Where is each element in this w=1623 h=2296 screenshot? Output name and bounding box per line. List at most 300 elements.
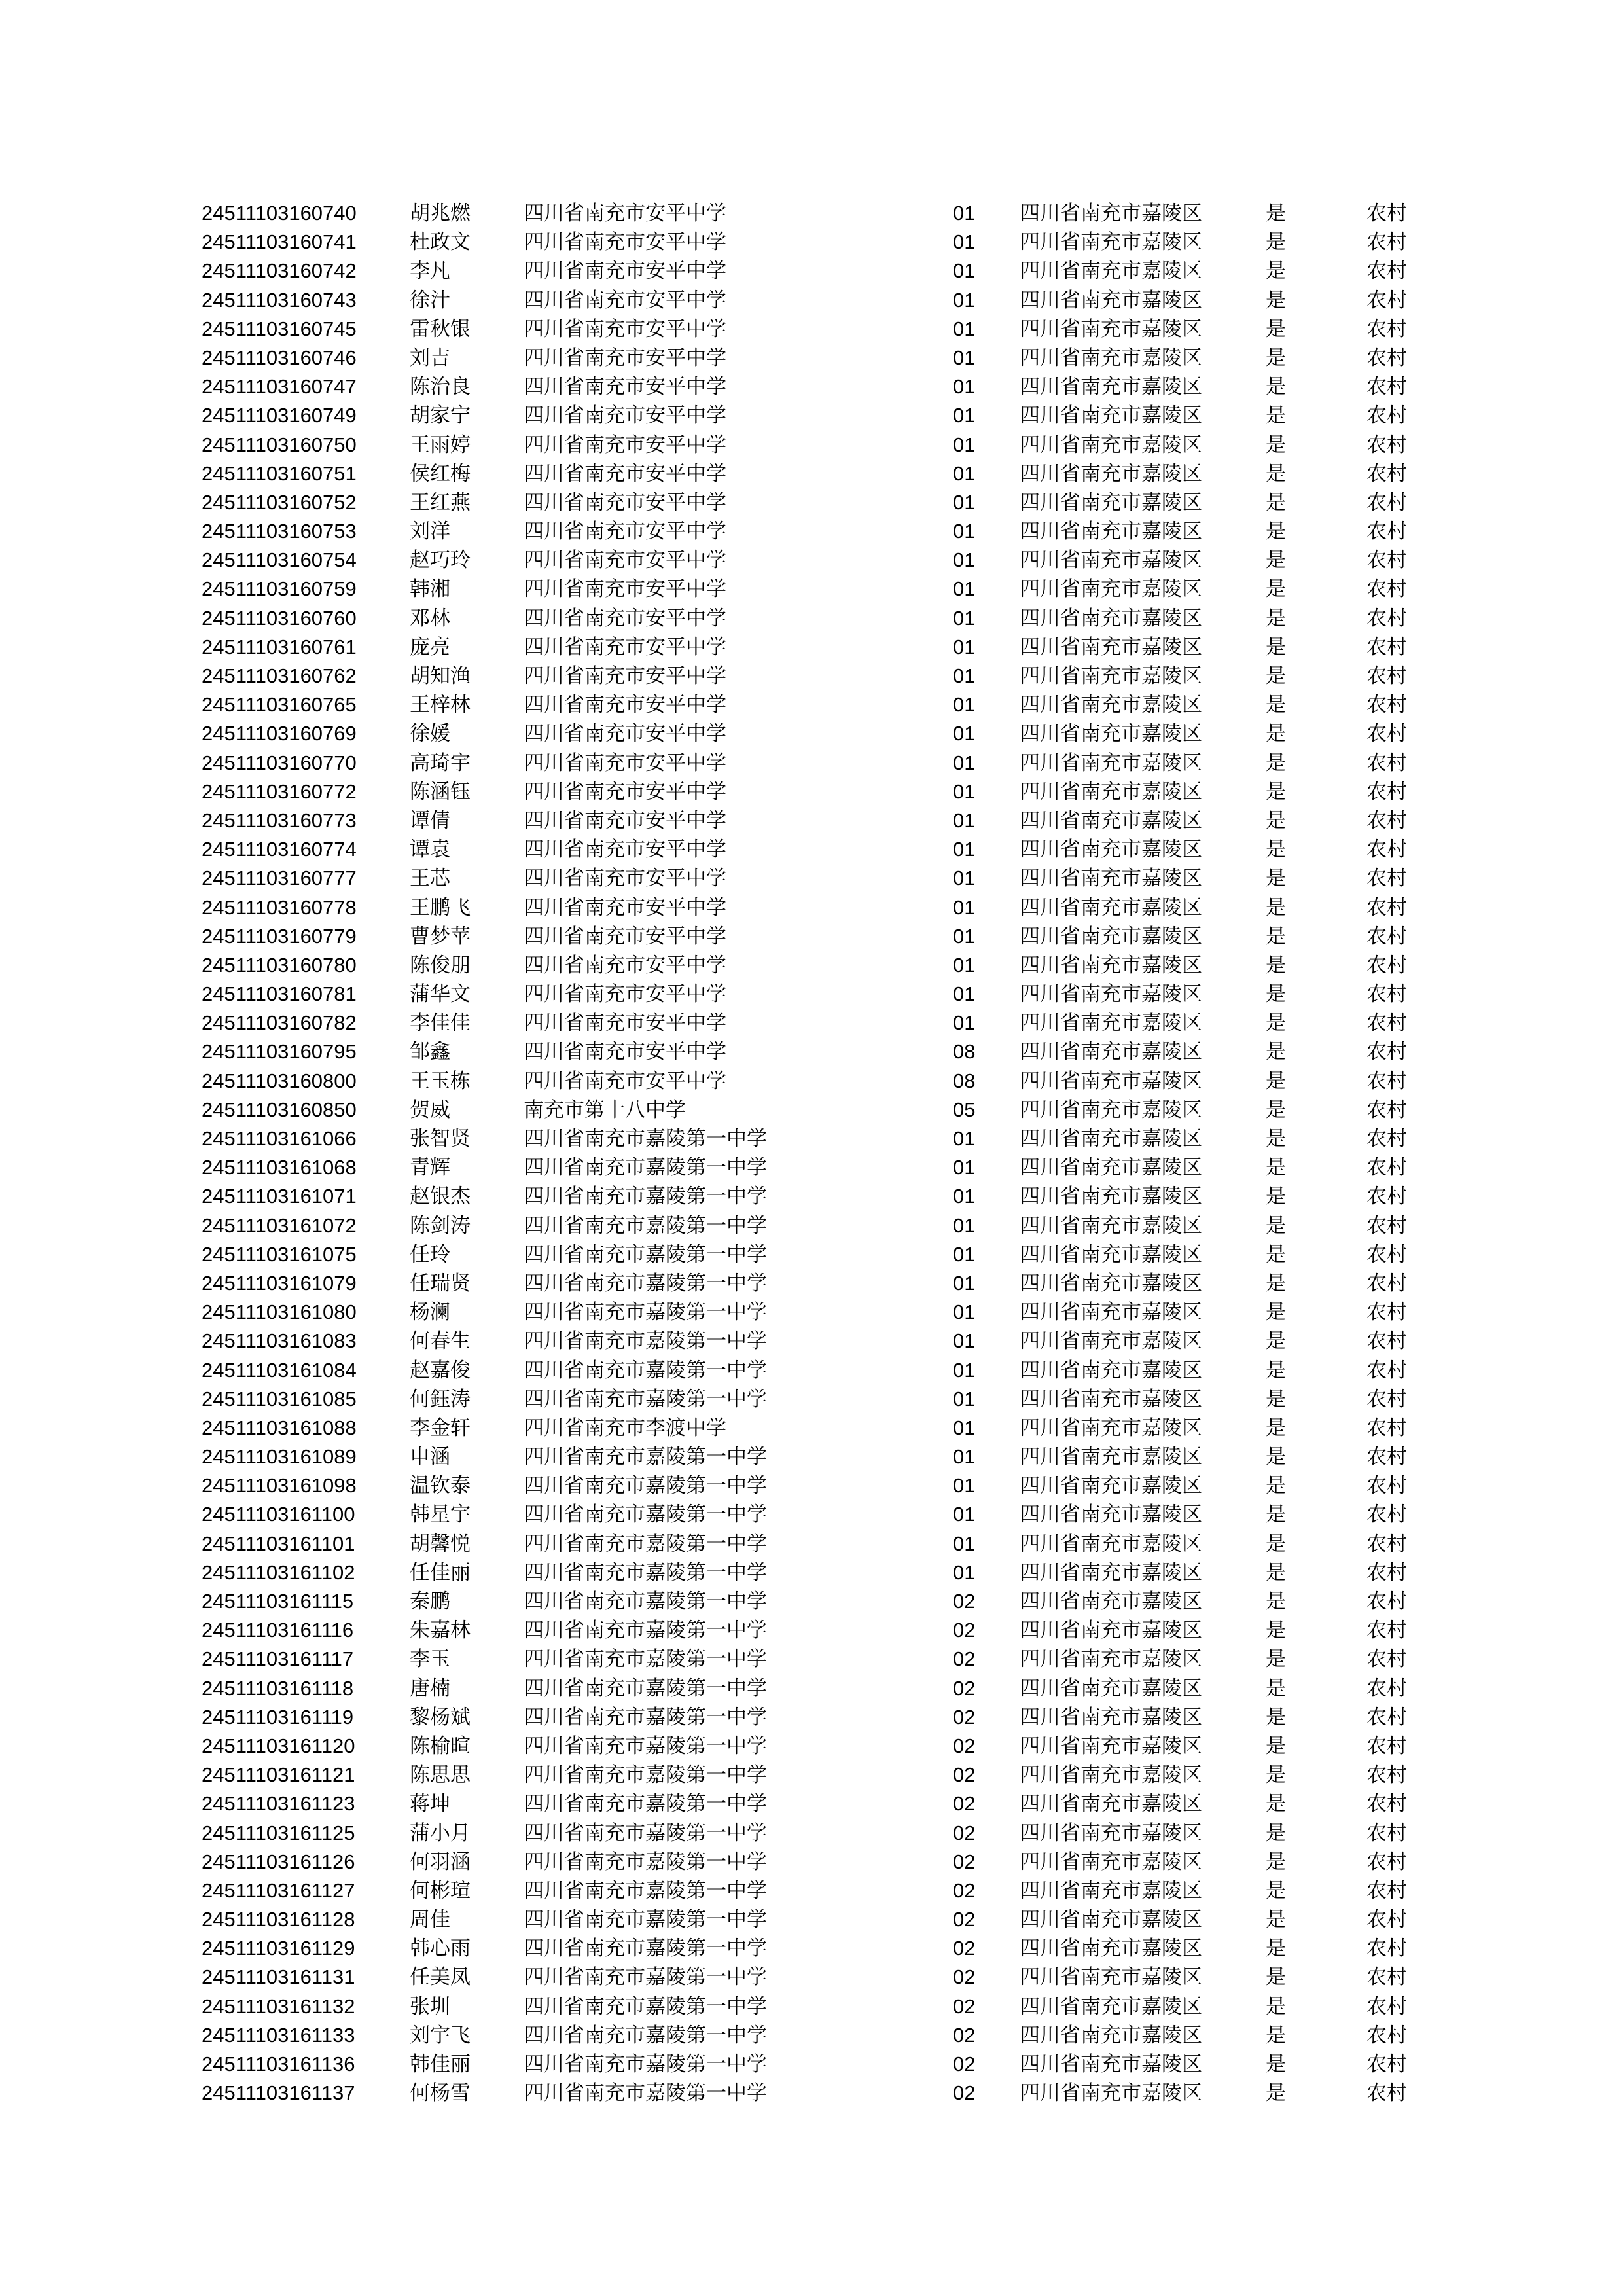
eligibility-cell: 是 [1266, 1734, 1286, 1758]
student-name-cell: 张圳 [410, 1994, 450, 2018]
area-type-cell: 农村 [1366, 1937, 1407, 1961]
eligibility-cell: 是 [1266, 1676, 1286, 1700]
eligibility-cell: 是 [1266, 1647, 1286, 1672]
table-row [202, 1471, 1432, 1500]
eligibility-cell: 是 [1266, 230, 1286, 255]
eligibility-cell: 是 [1266, 1069, 1286, 1093]
school-cell: 四川省南充市嘉陵第一中学 [524, 2023, 767, 2047]
student-name-cell: 刘宇飞 [410, 2023, 471, 2047]
school-cell: 四川省南充市嘉陵第一中学 [524, 1560, 767, 1585]
area-type-cell: 农村 [1366, 1994, 1407, 2018]
district-cell: 四川省南充市嘉陵区 [1020, 2053, 1202, 2076]
table-row [202, 749, 1432, 778]
category-code-cell: 01 [953, 953, 976, 977]
student-name-cell: 何春生 [410, 1329, 471, 1354]
school-cell: 四川省南充市嘉陵第一中学 [524, 1647, 767, 1672]
district-cell: 四川省南充市嘉陵区 [1020, 1271, 1202, 1295]
area-type-cell: 农村 [1366, 924, 1407, 948]
exam-number-cell: 24511103161120 [202, 1734, 355, 1757]
district-cell: 四川省南充市嘉陵区 [1020, 1821, 1202, 1845]
eligibility-cell: 是 [1266, 1763, 1286, 1787]
district-cell: 四川省南充市嘉陵区 [1020, 1329, 1202, 1354]
table-row [202, 806, 1432, 835]
area-type-cell: 农村 [1366, 1445, 1407, 1469]
area-type-cell: 农村 [1366, 1965, 1407, 1990]
exam-number-cell: 24511103160782 [202, 1011, 357, 1035]
table-row [202, 1992, 1432, 2021]
district-cell: 四川省南充市嘉陵区 [1020, 751, 1202, 775]
exam-number-cell: 24511103160781 [202, 982, 357, 1006]
school-cell: 四川省南充市安平中学 [524, 867, 726, 891]
district-cell: 四川省南充市嘉陵区 [1020, 1792, 1202, 1816]
category-code-cell: 05 [953, 1098, 976, 1121]
district-cell: 四川省南充市嘉陵区 [1020, 1300, 1202, 1325]
category-code-cell: 01 [953, 1185, 976, 1208]
exam-number-cell: 24511103161102 [202, 1560, 355, 1584]
exam-number-cell: 24511103160753 [202, 520, 357, 543]
category-code-cell: 02 [953, 1878, 976, 1902]
table-row [202, 2050, 1432, 2079]
district-cell: 四川省南充市嘉陵区 [1020, 1416, 1202, 1440]
exam-number-cell: 24511103161131 [202, 1965, 355, 1989]
category-code-cell: 01 [953, 1271, 976, 1295]
student-name-cell: 王玉栋 [410, 1069, 471, 1093]
area-type-cell: 农村 [1366, 1271, 1407, 1295]
student-name-cell: 杜政文 [410, 230, 471, 255]
eligibility-cell: 是 [1266, 288, 1286, 312]
school-cell: 四川省南充市嘉陵第一中学 [524, 2081, 767, 2106]
district-cell: 四川省南充市嘉陵区 [1020, 1213, 1202, 1238]
school-cell: 四川省南充市嘉陵第一中学 [524, 2053, 767, 2076]
school-cell: 四川省南充市安平中学 [524, 1011, 726, 1035]
area-type-cell: 农村 [1366, 808, 1407, 833]
eligibility-cell: 是 [1266, 1619, 1286, 1643]
eligibility-cell: 是 [1266, 1011, 1286, 1035]
student-name-cell: 蒲华文 [410, 982, 471, 1007]
area-type-cell: 农村 [1366, 838, 1407, 862]
category-code-cell: 01 [953, 577, 976, 601]
student-name-cell: 胡馨悦 [410, 1532, 471, 1556]
exam-number-cell: 24511103160850 [202, 1098, 357, 1121]
area-type-cell: 农村 [1366, 230, 1407, 255]
school-cell: 四川省南充市嘉陵第一中学 [524, 1994, 767, 2018]
table-row [202, 488, 1432, 517]
category-code-cell: 01 [953, 664, 976, 687]
exam-number-cell: 24511103161080 [202, 1300, 357, 1324]
category-code-cell: 01 [953, 1445, 976, 1469]
eligibility-cell: 是 [1266, 577, 1286, 601]
student-name-cell: 申涵 [410, 1445, 450, 1469]
exam-number-cell: 24511103161137 [202, 2081, 355, 2105]
category-code-cell: 01 [953, 838, 976, 861]
student-name-cell: 秦鹏 [410, 1590, 450, 1613]
district-cell: 四川省南充市嘉陵区 [1020, 982, 1202, 1007]
area-type-cell: 农村 [1366, 288, 1407, 312]
category-code-cell: 08 [953, 1069, 976, 1092]
exam-number-cell: 24511103160759 [202, 577, 357, 601]
category-code-cell: 01 [953, 780, 976, 803]
student-name-cell: 黎杨斌 [410, 1705, 471, 1729]
student-name-cell: 周佳 [410, 1908, 450, 1932]
school-cell: 四川省南充市安平中学 [524, 780, 726, 804]
student-name-cell: 陈治良 [410, 375, 471, 399]
area-type-cell: 农村 [1366, 664, 1407, 688]
exam-number-cell: 24511103161132 [202, 1994, 355, 2018]
school-cell: 四川省南充市嘉陵第一中学 [524, 1358, 767, 1382]
table-row [202, 893, 1432, 922]
eligibility-cell: 是 [1266, 548, 1286, 573]
area-type-cell: 农村 [1366, 1358, 1407, 1382]
category-code-cell: 02 [953, 2081, 976, 2105]
area-type-cell: 农村 [1366, 1156, 1407, 1180]
table-row [202, 1327, 1432, 1355]
school-cell: 四川省南充市安平中学 [524, 1040, 726, 1064]
area-type-cell: 农村 [1366, 1127, 1407, 1151]
table-row [202, 315, 1432, 344]
area-type-cell: 农村 [1366, 520, 1407, 544]
district-cell: 四川省南充市嘉陵区 [1020, 317, 1202, 341]
student-name-cell: 青辉 [410, 1156, 450, 1180]
category-code-cell: 01 [953, 346, 976, 369]
school-cell: 四川省南充市嘉陵第一中学 [524, 1532, 767, 1556]
student-name-cell: 谭袁 [410, 838, 450, 862]
area-type-cell: 农村 [1366, 982, 1407, 1007]
district-cell: 四川省南充市嘉陵区 [1020, 1590, 1202, 1613]
eligibility-cell: 是 [1266, 1590, 1286, 1613]
student-name-cell: 何鈺涛 [410, 1387, 471, 1411]
category-code-cell: 01 [953, 982, 976, 1006]
eligibility-cell: 是 [1266, 404, 1286, 428]
category-code-cell: 01 [953, 1474, 976, 1498]
area-type-cell: 农村 [1366, 1213, 1407, 1238]
table-row [202, 517, 1432, 546]
student-name-cell: 王红燕 [410, 490, 471, 514]
table-row [202, 459, 1432, 488]
school-cell: 四川省南充市嘉陵第一中学 [524, 1445, 767, 1469]
student-name-cell: 邹鑫 [410, 1040, 450, 1064]
district-cell: 四川省南充市嘉陵区 [1020, 375, 1202, 399]
exam-number-cell: 24511103161115 [202, 1590, 354, 1613]
exam-number-cell: 24511103161079 [202, 1271, 357, 1295]
table-row [202, 980, 1432, 1009]
student-name-cell: 温钦泰 [410, 1474, 471, 1498]
exam-number-cell: 24511103161084 [202, 1358, 357, 1382]
category-code-cell: 01 [953, 1416, 976, 1439]
category-code-cell: 01 [953, 606, 976, 630]
table-row [202, 1761, 1432, 1789]
eligibility-cell: 是 [1266, 780, 1286, 804]
exam-number-cell: 24511103160752 [202, 490, 357, 514]
student-list-table [202, 199, 1432, 2108]
student-name-cell: 赵银杰 [410, 1185, 471, 1209]
school-cell: 四川省南充市安平中学 [524, 288, 726, 312]
table-row [202, 778, 1432, 806]
exam-number-cell: 24511103160800 [202, 1069, 357, 1092]
category-code-cell: 01 [953, 1358, 976, 1382]
area-type-cell: 农村 [1366, 1329, 1407, 1354]
school-cell: 四川省南充市嘉陵第一中学 [524, 1908, 767, 1932]
eligibility-cell: 是 [1266, 461, 1286, 486]
district-cell: 四川省南充市嘉陵区 [1020, 1560, 1202, 1585]
table-row [202, 1703, 1432, 1732]
student-name-cell: 徐汁 [410, 288, 450, 312]
school-cell: 四川省南充市嘉陵第一中学 [524, 1965, 767, 1990]
category-code-cell: 01 [953, 1127, 976, 1150]
exam-number-cell: 24511103161129 [202, 1937, 355, 1960]
exam-number-cell: 24511103161119 [202, 1705, 354, 1729]
category-code-cell: 01 [953, 1242, 976, 1266]
school-cell: 四川省南充市安平中学 [524, 202, 726, 225]
exam-number-cell: 24511103161117 [202, 1647, 354, 1671]
area-type-cell: 农村 [1366, 1503, 1407, 1527]
exam-number-cell: 24511103160747 [202, 375, 357, 399]
area-type-cell: 农村 [1366, 375, 1407, 399]
school-cell: 四川省南充市安平中学 [524, 490, 726, 514]
district-cell: 四川省南充市嘉陵区 [1020, 288, 1202, 312]
school-cell: 四川省南充市安平中学 [524, 346, 726, 370]
area-type-cell: 农村 [1366, 317, 1407, 341]
district-cell: 四川省南充市嘉陵区 [1020, 1011, 1202, 1035]
area-type-cell: 农村 [1366, 433, 1407, 457]
exam-number-cell: 24511103160743 [202, 288, 357, 312]
category-code-cell: 01 [953, 520, 976, 543]
eligibility-cell: 是 [1266, 1560, 1286, 1585]
district-cell: 四川省南充市嘉陵区 [1020, 1098, 1202, 1122]
exam-number-cell: 24511103161126 [202, 1850, 355, 1873]
area-type-cell: 农村 [1366, 548, 1407, 573]
area-type-cell: 农村 [1366, 867, 1407, 891]
district-cell: 四川省南充市嘉陵区 [1020, 1040, 1202, 1064]
school-cell: 四川省南充市嘉陵第一中学 [524, 1878, 767, 1903]
area-type-cell: 农村 [1366, 606, 1407, 630]
category-code-cell: 02 [953, 1705, 976, 1729]
table-row [202, 1356, 1432, 1385]
table-row [202, 1211, 1432, 1240]
table-row [202, 1443, 1432, 1471]
area-type-cell: 农村 [1366, 1532, 1407, 1556]
table-row [202, 1298, 1432, 1327]
student-name-cell: 韩星宇 [410, 1503, 471, 1527]
district-cell: 四川省南充市嘉陵区 [1020, 635, 1202, 659]
exam-number-cell: 24511103161085 [202, 1387, 357, 1410]
table-row [202, 2079, 1432, 2108]
student-name-cell: 胡知渔 [410, 664, 471, 688]
student-name-cell: 谭倩 [410, 808, 450, 833]
table-row [202, 604, 1432, 633]
eligibility-cell: 是 [1266, 1965, 1286, 1990]
school-cell: 四川省南充市嘉陵第一中学 [524, 1242, 767, 1266]
student-name-cell: 王梓林 [410, 693, 471, 717]
table-row [202, 431, 1432, 459]
category-code-cell: 01 [953, 1011, 976, 1035]
eligibility-cell: 是 [1266, 1792, 1286, 1816]
category-code-cell: 01 [953, 924, 976, 948]
school-cell: 四川省南充市安平中学 [524, 895, 726, 920]
district-cell: 四川省南充市嘉陵区 [1020, 1734, 1202, 1758]
district-cell: 四川省南充市嘉陵区 [1020, 1647, 1202, 1672]
area-type-cell: 农村 [1366, 577, 1407, 601]
eligibility-cell: 是 [1266, 1908, 1286, 1932]
district-cell: 四川省南充市嘉陵区 [1020, 1358, 1202, 1382]
area-type-cell: 农村 [1366, 1098, 1407, 1122]
exam-number-cell: 24511103161121 [202, 1763, 355, 1787]
area-type-cell: 农村 [1366, 2081, 1407, 2106]
school-cell: 四川省南充市安平中学 [524, 317, 726, 341]
table-row [202, 1905, 1432, 1934]
eligibility-cell: 是 [1266, 1040, 1286, 1064]
area-type-cell: 农村 [1366, 751, 1407, 775]
school-cell: 四川省南充市安平中学 [524, 664, 726, 688]
eligibility-cell: 是 [1266, 1474, 1286, 1498]
area-type-cell: 农村 [1366, 1850, 1407, 1874]
student-name-cell: 陈涵钰 [410, 780, 471, 804]
area-type-cell: 农村 [1366, 780, 1407, 804]
student-name-cell: 邓林 [410, 606, 450, 630]
eligibility-cell: 是 [1266, 895, 1286, 920]
student-name-cell: 雷秋银 [410, 317, 471, 341]
district-cell: 四川省南充市嘉陵区 [1020, 490, 1202, 514]
area-type-cell: 农村 [1366, 722, 1407, 746]
table-row [202, 1963, 1432, 1992]
table-row [202, 719, 1432, 748]
school-cell: 四川省南充市嘉陵第一中学 [524, 1127, 767, 1151]
exam-number-cell: 24511103160769 [202, 722, 357, 745]
district-cell: 四川省南充市嘉陵区 [1020, 924, 1202, 948]
table-row [202, 1558, 1432, 1587]
area-type-cell: 农村 [1366, 1185, 1407, 1209]
district-cell: 四川省南充市嘉陵区 [1020, 1127, 1202, 1151]
district-cell: 四川省南充市嘉陵区 [1020, 404, 1202, 428]
exam-number-cell: 24511103161072 [202, 1213, 357, 1237]
exam-number-cell: 24511103161136 [202, 2053, 355, 2075]
school-cell: 四川省南充市嘉陵第一中学 [524, 1474, 767, 1498]
eligibility-cell: 是 [1266, 1213, 1286, 1238]
school-cell: 四川省南充市安平中学 [524, 838, 726, 862]
area-type-cell: 农村 [1366, 895, 1407, 920]
table-row [202, 1674, 1432, 1703]
school-cell: 四川省南充市安平中学 [524, 404, 726, 428]
table-row [202, 1037, 1432, 1066]
table-row [202, 1240, 1432, 1269]
school-cell: 四川省南充市安平中学 [524, 259, 726, 283]
district-cell: 四川省南充市嘉陵区 [1020, 1850, 1202, 1874]
student-name-cell: 李凡 [410, 259, 450, 283]
table-row [202, 575, 1432, 603]
eligibility-cell: 是 [1266, 924, 1286, 948]
district-cell: 四川省南充市嘉陵区 [1020, 202, 1202, 225]
student-name-cell: 贺威 [410, 1098, 450, 1122]
school-cell: 四川省南充市安平中学 [524, 375, 726, 399]
category-code-cell: 02 [953, 1734, 976, 1757]
eligibility-cell: 是 [1266, 1358, 1286, 1382]
student-name-cell: 李金轩 [410, 1416, 471, 1440]
category-code-cell: 01 [953, 230, 976, 254]
district-cell: 四川省南充市嘉陵区 [1020, 1503, 1202, 1527]
category-code-cell: 01 [953, 751, 976, 774]
exam-number-cell: 24511103160762 [202, 664, 357, 687]
exam-number-cell: 24511103161088 [202, 1416, 357, 1439]
area-type-cell: 农村 [1366, 490, 1407, 514]
table-row [202, 1096, 1432, 1124]
eligibility-cell: 是 [1266, 375, 1286, 399]
table-row [202, 1819, 1432, 1848]
exam-number-cell: 24511103160778 [202, 895, 357, 919]
category-code-cell: 02 [953, 1590, 976, 1613]
category-code-cell: 01 [953, 1560, 976, 1584]
student-name-cell: 唐楠 [410, 1676, 450, 1700]
exam-number-cell: 24511103161075 [202, 1242, 357, 1266]
district-cell: 四川省南充市嘉陵区 [1020, 693, 1202, 717]
eligibility-cell: 是 [1266, 1156, 1286, 1180]
exam-number-cell: 24511103160779 [202, 924, 357, 948]
area-type-cell: 农村 [1366, 1300, 1407, 1325]
area-type-cell: 农村 [1366, 1560, 1407, 1585]
student-name-cell: 何彬瑄 [410, 1878, 471, 1903]
area-type-cell: 农村 [1366, 2053, 1407, 2076]
student-name-cell: 胡兆燃 [410, 202, 471, 225]
category-code-cell: 01 [953, 722, 976, 745]
eligibility-cell: 是 [1266, 838, 1286, 862]
eligibility-cell: 是 [1266, 982, 1286, 1007]
area-type-cell: 农村 [1366, 1474, 1407, 1498]
school-cell: 四川省南充市安平中学 [524, 982, 726, 1007]
exam-number-cell: 24511103160749 [202, 404, 357, 427]
eligibility-cell: 是 [1266, 1185, 1286, 1209]
category-code-cell: 01 [953, 548, 976, 572]
eligibility-cell: 是 [1266, 2023, 1286, 2047]
category-code-cell: 01 [953, 259, 976, 283]
table-row [202, 1530, 1432, 1558]
table-row [202, 228, 1432, 257]
area-type-cell: 农村 [1366, 1416, 1407, 1440]
district-cell: 四川省南充市嘉陵区 [1020, 953, 1202, 977]
eligibility-cell: 是 [1266, 1098, 1286, 1122]
district-cell: 四川省南充市嘉陵区 [1020, 1763, 1202, 1787]
student-name-cell: 陈思思 [410, 1763, 471, 1787]
eligibility-cell: 是 [1266, 1271, 1286, 1295]
eligibility-cell: 是 [1266, 1127, 1286, 1151]
district-cell: 四川省南充市嘉陵区 [1020, 722, 1202, 746]
student-name-cell: 王芯 [410, 867, 450, 891]
school-cell: 四川省南充市李渡中学 [524, 1416, 726, 1440]
school-cell: 四川省南充市安平中学 [524, 693, 726, 717]
eligibility-cell: 是 [1266, 693, 1286, 717]
category-code-cell: 01 [953, 635, 976, 658]
table-row [202, 951, 1432, 980]
exam-number-cell: 24511103160772 [202, 780, 357, 803]
school-cell: 四川省南充市嘉陵第一中学 [524, 1387, 767, 1411]
exam-number-cell: 24511103161089 [202, 1445, 357, 1469]
area-type-cell: 农村 [1366, 461, 1407, 486]
category-code-cell: 01 [953, 404, 976, 427]
student-name-cell: 蒲小月 [410, 1821, 471, 1845]
school-cell: 四川省南充市安平中学 [524, 751, 726, 775]
table-row [202, 1848, 1432, 1876]
table-row [202, 1789, 1432, 1818]
category-code-cell: 01 [953, 490, 976, 514]
district-cell: 四川省南充市嘉陵区 [1020, 346, 1202, 370]
category-code-cell: 02 [953, 1647, 976, 1671]
area-type-cell: 农村 [1366, 346, 1407, 370]
table-row [202, 401, 1432, 430]
student-name-cell: 蒋坤 [410, 1792, 450, 1816]
table-row [202, 372, 1432, 401]
student-name-cell: 赵巧玲 [410, 548, 471, 573]
exam-number-cell: 24511103161071 [202, 1185, 357, 1208]
area-type-cell: 农村 [1366, 1040, 1407, 1064]
district-cell: 四川省南充市嘉陵区 [1020, 230, 1202, 255]
school-cell: 四川省南充市嘉陵第一中学 [524, 1503, 767, 1527]
